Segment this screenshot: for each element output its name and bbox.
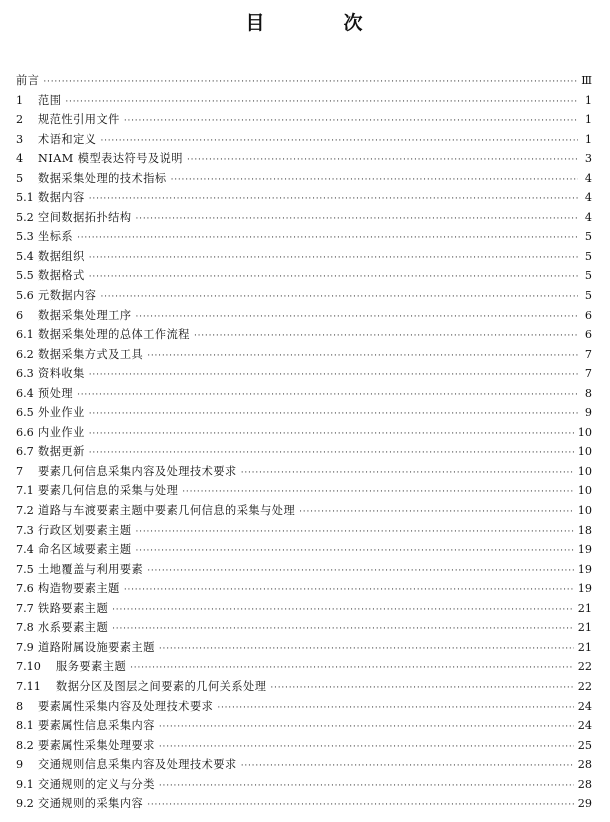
toc-entry-label: 数据更新 xyxy=(38,445,85,459)
toc-entry-label: 铁路要素主题 xyxy=(38,601,109,615)
toc-entry[interactable] xyxy=(16,541,592,561)
toc-leader-dots xyxy=(89,448,574,458)
toc-entry-label: 交通规则信息采集内容及处理技术要求 xyxy=(38,758,237,772)
toc-entry[interactable] xyxy=(16,580,592,600)
toc-entry[interactable] xyxy=(16,189,592,209)
toc-entry-page: 7 xyxy=(584,367,592,381)
toc-entry-label: 坐标系 xyxy=(38,230,74,244)
toc-leader-dots xyxy=(124,116,578,126)
toc-entry-label: 土地覆盖与利用要素 xyxy=(38,562,144,576)
toc-entry-page: 6 xyxy=(584,328,592,342)
toc-entry-number: 1 xyxy=(16,93,24,107)
table-of-contents xyxy=(16,72,592,815)
toc-entry-label: 交通规则的采集内容 xyxy=(38,797,144,811)
toc-leader-dots xyxy=(159,781,574,791)
toc-entry[interactable] xyxy=(16,698,592,718)
toc-entry-page: 5 xyxy=(584,289,592,303)
toc-entry-number: 7.7 xyxy=(16,601,34,615)
toc-leader-dots xyxy=(89,370,578,380)
toc-entry-number: 6.7 xyxy=(16,445,34,459)
toc-entry-number: 5 xyxy=(16,171,24,185)
toc-entry-number: 9.1 xyxy=(16,777,34,791)
toc-entry-number: 8.1 xyxy=(16,719,34,733)
toc-leader-dots xyxy=(124,585,574,595)
toc-entry-page: 10 xyxy=(577,504,592,518)
toc-entry[interactable] xyxy=(16,424,592,444)
toc-entry-number: 6.6 xyxy=(16,425,34,439)
toc-entry-number: 7.2 xyxy=(16,504,34,518)
toc-entry-number: 7.6 xyxy=(16,582,34,596)
toc-entry[interactable] xyxy=(16,228,592,248)
toc-entry-page: 22 xyxy=(577,660,592,674)
toc-leader-dots xyxy=(136,214,578,224)
toc-leader-dots xyxy=(100,136,578,146)
toc-leader-dots xyxy=(241,468,574,478)
toc-entry-page: 5 xyxy=(584,249,592,263)
toc-entry-label: 预处理 xyxy=(38,386,74,400)
toc-entry-page: 3 xyxy=(584,152,592,166)
toc-entry-label: 规范性引用文件 xyxy=(38,113,120,127)
toc-entry-page: 19 xyxy=(577,562,592,576)
toc-entry-label: 交通规则的定义与分类 xyxy=(38,777,155,791)
toc-entry[interactable] xyxy=(16,717,592,737)
toc-leader-dots xyxy=(77,233,578,243)
toc-entry[interactable] xyxy=(16,92,592,112)
toc-entry[interactable] xyxy=(16,443,592,463)
toc-entry-page: 7 xyxy=(584,347,592,361)
toc-entry-page: 5 xyxy=(584,230,592,244)
toc-entry-page: 10 xyxy=(577,464,592,478)
toc-entry[interactable] xyxy=(16,561,592,581)
toc-entry[interactable] xyxy=(16,346,592,366)
toc-entry[interactable] xyxy=(16,209,592,229)
toc-entry-label: 数据采集处理的技术指标 xyxy=(38,171,167,185)
toc-leader-dots xyxy=(77,390,578,400)
toc-entry-number: 5.1 xyxy=(16,191,34,205)
toc-entry-number: 5.5 xyxy=(16,269,34,283)
toc-entry-label: 数据分区及图层之间要素的几何关系处理 xyxy=(56,679,267,693)
toc-leader-dots xyxy=(136,527,574,537)
toc-entry-label: 内业作业 xyxy=(38,425,85,439)
toc-leader-dots xyxy=(89,194,578,204)
toc-entry-page: 1 xyxy=(584,113,592,127)
toc-entry-page: 1 xyxy=(584,132,592,146)
toc-entry-label: 道路附属设施要素主题 xyxy=(38,640,155,654)
toc-entry-label: 数据采集方式及工具 xyxy=(38,347,144,361)
toc-entry[interactable] xyxy=(16,600,592,620)
toc-entry-page: 19 xyxy=(577,582,592,596)
toc-leader-dots xyxy=(159,722,574,732)
toc-entry-number: 7.8 xyxy=(16,621,34,635)
toc-entry-number: 7.3 xyxy=(16,523,34,537)
toc-entry-number: 6.5 xyxy=(16,406,34,420)
toc-entry[interactable] xyxy=(16,111,592,131)
toc-entry-number: 5.4 xyxy=(16,249,34,263)
toc-entry-page: 21 xyxy=(577,621,592,635)
toc-entry-label: 要素属性采集内容及处理技术要求 xyxy=(38,699,214,713)
toc-entry[interactable] xyxy=(16,639,592,659)
toc-leader-dots xyxy=(112,624,574,634)
toc-entry[interactable] xyxy=(16,737,592,757)
toc-entry-label: 要素属性信息采集内容 xyxy=(38,719,155,733)
toc-entry-label: 资料收集 xyxy=(38,367,85,381)
toc-entry-label: 空间数据拓扑结构 xyxy=(38,210,132,224)
toc-entry-label: 数据格式 xyxy=(38,269,85,283)
toc-entry-number: 6.3 xyxy=(16,367,34,381)
toc-leader-dots xyxy=(65,97,578,107)
toc-leader-dots xyxy=(171,175,578,185)
toc-entry-label: 术语和定义 xyxy=(38,132,97,146)
toc-entry[interactable] xyxy=(16,170,592,190)
toc-entry[interactable] xyxy=(16,248,592,268)
toc-entry-page: 28 xyxy=(577,777,592,791)
toc-entry[interactable] xyxy=(16,385,592,405)
toc-entry-number: 7.4 xyxy=(16,543,34,557)
toc-leader-dots xyxy=(89,429,574,439)
toc-entry[interactable] xyxy=(16,756,592,776)
toc-entry-page: 28 xyxy=(577,758,592,772)
toc-entry[interactable] xyxy=(16,678,592,698)
toc-entry-label: 水系要素主题 xyxy=(38,621,109,635)
toc-entry-page: 5 xyxy=(584,269,592,283)
toc-entry-label: 命名区域要素主题 xyxy=(38,543,132,557)
toc-leader-dots xyxy=(299,507,574,517)
toc-entry-label: 行政区划要素主题 xyxy=(38,523,132,537)
toc-entry[interactable] xyxy=(16,150,592,170)
toc-entry-page: 22 xyxy=(577,679,592,693)
toc-entry-label: 数据采集处理的总体工作流程 xyxy=(38,328,190,342)
toc-entry-number: 5.2 xyxy=(16,210,34,224)
toc-leader-dots xyxy=(136,546,574,556)
toc-entry-page: 6 xyxy=(584,308,592,322)
toc-entry[interactable] xyxy=(16,795,592,815)
toc-entry-label: 前言 xyxy=(16,74,40,87)
toc-entry-label: 范围 xyxy=(38,93,62,107)
toc-entry-number: 6.2 xyxy=(16,347,34,361)
toc-entry[interactable] xyxy=(16,776,592,796)
toc-entry[interactable] xyxy=(16,287,592,307)
toc-entry-page: 4 xyxy=(584,210,592,224)
toc-entry-label: 要素几何信息采集内容及处理技术要求 xyxy=(38,464,237,478)
toc-entry[interactable] xyxy=(16,326,592,346)
toc-entry-label: 数据采集处理工序 xyxy=(38,308,132,322)
toc-leader-dots xyxy=(187,155,578,165)
toc-leader-dots xyxy=(159,644,574,654)
toc-entry-label: 外业作业 xyxy=(38,406,85,420)
toc-entry-number: 8.2 xyxy=(16,738,34,752)
toc-leader-dots xyxy=(89,409,578,419)
toc-leader-dots xyxy=(159,742,574,752)
toc-entry-number: 6 xyxy=(16,308,24,322)
toc-entry-page: 24 xyxy=(577,719,592,733)
toc-entry-page: 10 xyxy=(577,445,592,459)
toc-entry-page: 10 xyxy=(577,484,592,498)
toc-entry-page: Ⅲ xyxy=(581,74,592,87)
toc-entry[interactable] xyxy=(16,482,592,502)
toc-entry-page: 29 xyxy=(577,797,592,811)
toc-leader-dots xyxy=(217,703,573,713)
toc-leader-dots xyxy=(194,331,578,341)
toc-entry-page: 8 xyxy=(584,386,592,400)
toc-entry-page: 10 xyxy=(577,425,592,439)
toc-entry-page: 21 xyxy=(577,640,592,654)
toc-entry-number: 2 xyxy=(16,113,24,127)
toc-leader-dots xyxy=(89,272,578,282)
toc-entry-number: 8 xyxy=(16,699,24,713)
toc-entry-number: 7.10 xyxy=(16,660,41,674)
toc-entry-page: 19 xyxy=(577,543,592,557)
toc-entry[interactable] xyxy=(16,72,592,92)
toc-leader-dots xyxy=(147,566,574,576)
toc-entry-label: 道路与车渡要素主题中要素几何信息的采集与处理 xyxy=(38,504,296,518)
toc-entry-number: 5.6 xyxy=(16,289,34,303)
toc-entry-number: 4 xyxy=(16,152,24,166)
toc-entry[interactable] xyxy=(16,522,592,542)
toc-entry-page: 4 xyxy=(584,171,592,185)
toc-entry-number: 7.1 xyxy=(16,484,34,498)
toc-entry[interactable] xyxy=(16,365,592,385)
toc-entry-page: 18 xyxy=(577,523,592,537)
toc-entry[interactable] xyxy=(16,307,592,327)
toc-leader-dots xyxy=(147,800,574,810)
toc-entry-number: 7.9 xyxy=(16,640,34,654)
toc-entry[interactable] xyxy=(16,658,592,678)
toc-entry-page: 21 xyxy=(577,601,592,615)
toc-entry-number: 7.5 xyxy=(16,562,34,576)
toc-entry-label: 元数据内容 xyxy=(38,289,97,303)
toc-entry-number: 3 xyxy=(16,132,24,146)
toc-entry[interactable] xyxy=(16,502,592,522)
toc-leader-dots xyxy=(147,351,578,361)
toc-leader-dots xyxy=(130,663,574,673)
toc-entry[interactable] xyxy=(16,267,592,287)
toc-entry-page: 1 xyxy=(584,93,592,107)
toc-entry-number: 6.4 xyxy=(16,386,34,400)
toc-entry[interactable] xyxy=(16,404,592,424)
toc-entry-label: 要素属性采集处理要求 xyxy=(38,738,155,752)
toc-entry-page: 25 xyxy=(577,738,592,752)
toc-leader-dots xyxy=(241,761,574,771)
toc-entry-page: 24 xyxy=(577,699,592,713)
toc-leader-dots xyxy=(112,605,574,615)
toc-entry-label: NIAM 模型表达符号及说明 xyxy=(38,152,183,166)
toc-entry-number: 6.1 xyxy=(16,328,34,342)
toc-entry-label: 要素几何信息的采集与处理 xyxy=(38,484,179,498)
toc-entry-label: 数据内容 xyxy=(38,191,85,205)
toc-entry-number: 7 xyxy=(16,464,24,478)
toc-entry-page: 4 xyxy=(584,191,592,205)
toc-entry[interactable] xyxy=(16,619,592,639)
toc-entry[interactable] xyxy=(16,463,592,483)
toc-entry-page: 9 xyxy=(584,406,592,420)
toc-leader-dots xyxy=(89,253,578,263)
toc-leader-dots xyxy=(270,683,573,693)
toc-entry-label: 数据组织 xyxy=(38,249,85,263)
toc-entry-number: 9.2 xyxy=(16,797,34,811)
toc-entry-number: 9 xyxy=(16,758,24,772)
page-title: 目 次 xyxy=(245,12,393,34)
toc-entry[interactable] xyxy=(16,131,592,151)
toc-entry-label: 服务要素主题 xyxy=(56,660,127,674)
toc-entry-number: 5.3 xyxy=(16,230,34,244)
toc-leader-dots xyxy=(182,487,573,497)
toc-entry-number: 7.11 xyxy=(16,679,41,693)
toc-leader-dots xyxy=(43,77,577,87)
toc-leader-dots xyxy=(100,292,578,302)
toc-leader-dots xyxy=(136,312,578,322)
toc-entry-label: 构造物要素主题 xyxy=(38,582,120,596)
